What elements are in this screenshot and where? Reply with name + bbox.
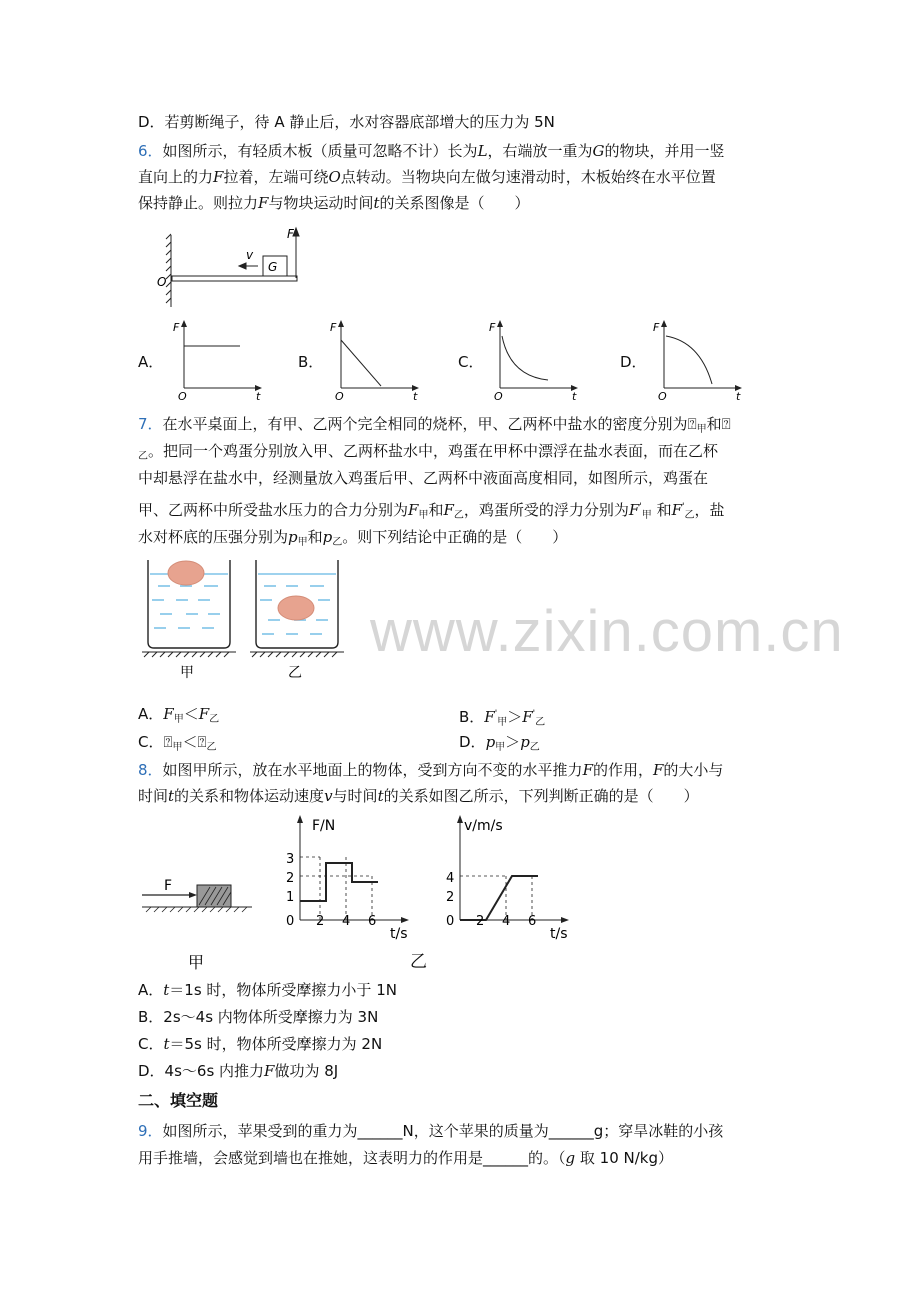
q7-fig-label-yi: 乙: [288, 665, 302, 681]
q8-var-t: t: [163, 1035, 170, 1053]
q7-var-F: F: [163, 705, 174, 723]
q7-sub: 甲: [172, 742, 183, 753]
q7-rho: ⍰: [721, 415, 731, 433]
q9-number: 9．: [138, 1122, 163, 1140]
axis-x-label: t: [572, 390, 577, 403]
q7-opt-label: C．: [138, 733, 164, 751]
q8-text: 的作用，: [592, 761, 653, 779]
axis-y-label: F: [173, 321, 180, 334]
watermark: www.zixin.com.cn: [370, 599, 844, 664]
q7-prime: ': [494, 709, 498, 719]
q8-var-v: v: [324, 787, 333, 805]
q6-var-L: L: [477, 142, 488, 160]
q8-option-b: B．2s～4s 内物体所受摩擦力为 3N: [138, 1008, 379, 1026]
tick-label: 0: [286, 914, 295, 929]
origin-label: O: [178, 390, 187, 403]
tick-label: 2: [476, 914, 485, 929]
axis-y-label: F: [653, 321, 660, 334]
q7-sub: 甲: [418, 510, 429, 521]
q8-number: 8．: [138, 761, 163, 779]
q6-option-b-graph: [329, 318, 429, 403]
q8-line-2: [138, 786, 699, 806]
q6-var-F: F: [258, 194, 269, 212]
q7-sub: 甲: [497, 717, 508, 728]
q7-text: 。把同一个鸡蛋分别放入甲、乙两杯盐水中，鸡蛋在甲杯中漂浮在盐水表面，而在乙杯: [148, 442, 719, 460]
q6-line-2: [138, 167, 716, 187]
q7-prime: ': [532, 709, 536, 719]
q7-sub: 乙: [206, 742, 217, 753]
q6-text: 的关系图像是（ ）: [379, 194, 530, 212]
q8-var-t: t: [163, 981, 170, 999]
q7-option-c: [138, 732, 217, 758]
q7-fig-label-jia: 甲: [180, 665, 194, 681]
q6-fig-G: G: [268, 260, 278, 274]
q7-opt-label: A．: [138, 705, 164, 723]
q7-rho: ⍰: [687, 415, 697, 433]
q6-text: 点转动。当物块向左做匀速滑动时，木板始终在水平位置: [340, 168, 716, 186]
section-heading: 二、填空题: [138, 1091, 219, 1110]
q7-opt-label: D．: [459, 733, 486, 751]
q8-velocity-line: [460, 876, 538, 920]
q7-var-F: F: [408, 501, 419, 519]
q6-text: ，右端放一重为: [487, 142, 593, 160]
q7-sub: 甲: [641, 510, 652, 521]
q8-var-F: F: [653, 761, 664, 779]
tick-label: 2: [446, 890, 455, 905]
q7-option-a: [138, 704, 219, 730]
tick-label: 6: [368, 914, 377, 929]
q8-push-figure: [140, 870, 260, 975]
q6-number: 6．: [138, 142, 163, 160]
q7-op: ＜: [183, 705, 199, 723]
q6-option-a-label: A．: [138, 353, 164, 371]
q7-sub: 乙: [138, 451, 148, 462]
tick-label: 2: [286, 871, 295, 886]
q8-text: 与时间: [332, 787, 378, 805]
tick-label: 3: [286, 852, 295, 867]
q8-option-c: [138, 1034, 382, 1054]
q8-text: 的关系如图乙所示，下列判断正确的是（ ）: [383, 787, 699, 805]
q8-force-line: [300, 863, 378, 901]
q7-sub: 乙: [453, 510, 464, 521]
q6-text: 保持静止。则拉力: [138, 194, 259, 212]
q6-option-d-label: D．: [620, 353, 647, 371]
q6-fig-v: v: [246, 248, 254, 262]
q7-text: 水对杯底的压强分别为: [138, 528, 289, 546]
q8-fig-push-label: F: [164, 878, 173, 894]
q6-text: 直向上的力: [138, 168, 214, 186]
q8-fig-label-yi: 乙: [410, 952, 427, 972]
q8-graph1-xlabel: t/s: [390, 926, 408, 942]
q7-text: 和: [307, 528, 323, 546]
q7-sub: 乙: [209, 714, 220, 725]
q8-velocity-time-graph: [440, 812, 580, 944]
q8-var-F: F: [582, 761, 593, 779]
q6-option-b-label: B．: [298, 353, 324, 371]
q7-sub: 乙: [684, 510, 695, 521]
q6-option-a-graph: [172, 318, 272, 403]
q6-text: 拉着，左端可绕: [223, 168, 329, 186]
q7-sub: 甲: [173, 714, 184, 725]
q6-lever-figure: [150, 225, 320, 315]
q9-text: 用手推墙，会感觉到墙也在推她，这表明力的作用是______的。（: [138, 1149, 566, 1167]
q7-text: 和: [428, 501, 444, 519]
q7-line-2: [138, 441, 718, 467]
q8-var-t: t: [377, 787, 384, 805]
q7-text: 和: [656, 501, 672, 519]
q7-var-F: F: [198, 705, 210, 723]
axis-x-label: t: [413, 390, 418, 403]
q7-line-5: [138, 527, 567, 553]
q7-prime: ': [682, 502, 685, 512]
origin-label: O: [494, 390, 503, 403]
tick-label: 6: [528, 914, 537, 929]
q8-force-time-graph: [280, 812, 420, 944]
q7-op: ＞: [507, 708, 523, 726]
q6-var-O: O: [328, 168, 341, 186]
q7-var-F: F: [671, 501, 683, 519]
q9-line-1: [138, 1121, 723, 1141]
q8-fig-label-jia: 甲: [188, 953, 205, 972]
q7-var-F: F: [522, 708, 533, 726]
q7-line-1: [138, 414, 731, 440]
q8-text: 时间: [138, 787, 169, 805]
q5-option-d: D．若剪断绳子，待 A 静止后，水对容器底部增大的压力为 5N: [138, 113, 555, 131]
q7-op: ＞: [505, 733, 521, 751]
axis-y-label: F: [330, 321, 337, 334]
axis-y-label: F: [489, 321, 496, 334]
q8-text: ＝5s 时，物体所受摩擦力为 2N: [169, 1035, 383, 1053]
q7-option-d: [459, 732, 540, 758]
q7-text: 甲、乙两杯中所受盐水压力的合力分别为: [138, 501, 409, 519]
q7-rho: ⍰: [197, 733, 207, 751]
q6-line-1: [138, 141, 725, 161]
q7-var-F: F: [443, 501, 454, 519]
q7-sub: 乙: [529, 742, 540, 753]
q6-fig-O: O: [157, 275, 167, 289]
tick-label: 2: [316, 914, 325, 929]
q7-text: 和: [706, 415, 722, 433]
q8-opt-label: C．: [138, 1035, 164, 1053]
q7-line-4: [138, 497, 725, 526]
q6-fig-F: F: [287, 227, 294, 241]
q7-text: 在水平桌面上，有甲、乙两个完全相同的烧杯，甲、乙两杯中盐水的密度分别为: [162, 415, 688, 433]
q8-text: ＝1s 时，物体所受摩擦力小于 1N: [169, 981, 397, 999]
q8-text: 做功为 8J: [274, 1062, 339, 1080]
q7-text: ，鸡蛋所受的浮力分别为: [463, 501, 629, 519]
tick-label: 4: [446, 871, 455, 886]
q8-graph2-ylabel: v/m/s: [464, 818, 503, 834]
q7-line-3: 中却悬浮在盐水中，经测量放入鸡蛋后甲、乙两杯中液面高度相同，如图所示，鸡蛋在: [138, 469, 709, 487]
q9-text: 如图所示，苹果受到的重力为______N，这个苹果的质量为______g；穿旱冰鞋的小孩: [162, 1122, 724, 1140]
tick-label: 0: [446, 914, 455, 929]
q7-option-b: [459, 704, 545, 733]
q9-var-g: g: [565, 1149, 576, 1167]
q7-text: 。则下列结论中正确的是（ ）: [342, 528, 568, 546]
q8-opt-label: D．4s～6s 内推力: [138, 1062, 265, 1080]
q7-number: 7．: [138, 415, 163, 433]
q6-text: 与物块运动时间: [268, 194, 374, 212]
origin-label: O: [658, 390, 667, 403]
q7-var-p: p: [485, 733, 496, 751]
q7-var-p: p: [288, 528, 298, 546]
q8-text: 的大小与: [663, 761, 724, 779]
q8-line-1: [138, 760, 723, 780]
q6-text: 的物块，并用一竖: [604, 142, 725, 160]
tick-label: 4: [502, 914, 511, 929]
q8-opt-label: A．: [138, 981, 164, 999]
q7-var-p: p: [520, 733, 530, 751]
q7-sub: 甲: [696, 424, 707, 435]
q7-opt-label: B．: [459, 708, 485, 726]
q7-sub: 甲: [297, 537, 308, 548]
q8-option-a: [138, 980, 397, 1000]
q8-text: 如图甲所示，放在水平地面上的物体，受到方向不变的水平推力: [162, 761, 583, 779]
q9-line-2: [138, 1148, 673, 1168]
q7-op: ＜: [182, 733, 198, 751]
q8-var-F: F: [264, 1062, 275, 1080]
q6-text: 如图所示，有轻质木板（质量可忽略不计）长为: [162, 142, 478, 160]
q7-beakers-figure: [140, 556, 350, 686]
q6-var-F: F: [213, 168, 224, 186]
tick-label: 1: [286, 890, 295, 905]
q6-var-G: G: [592, 142, 605, 160]
q6-option-c-graph: [488, 318, 588, 403]
q8-graph2-xlabel: t/s: [550, 926, 568, 942]
q6-option-c-label: C．: [458, 353, 484, 371]
q7-var-F: F: [484, 708, 495, 726]
q7-rho: ⍰: [163, 733, 173, 751]
q7-var-p: p: [322, 528, 333, 546]
q7-text: ，盐: [694, 501, 725, 519]
q8-text: 的关系和物体运动速度: [174, 787, 325, 805]
q8-var-t: t: [168, 787, 175, 805]
q7-var-F: F: [628, 501, 640, 519]
axis-x-label: t: [736, 390, 741, 403]
tick-label: 4: [342, 914, 351, 929]
q8-graph1-ylabel: F/N: [312, 818, 336, 834]
axis-x-label: t: [256, 390, 261, 403]
q6-var-t: t: [373, 194, 380, 212]
q9-text: 取 10 N/kg）: [575, 1149, 673, 1167]
q6-line-3: [138, 193, 530, 213]
origin-label: O: [335, 390, 344, 403]
q6-option-d-graph: [652, 318, 752, 403]
q7-prime: ': [639, 502, 642, 512]
q8-option-d: [138, 1061, 338, 1081]
q7-sub: 乙: [332, 537, 343, 548]
q7-sub: 甲: [495, 742, 506, 753]
q7-sub: 乙: [535, 717, 546, 728]
